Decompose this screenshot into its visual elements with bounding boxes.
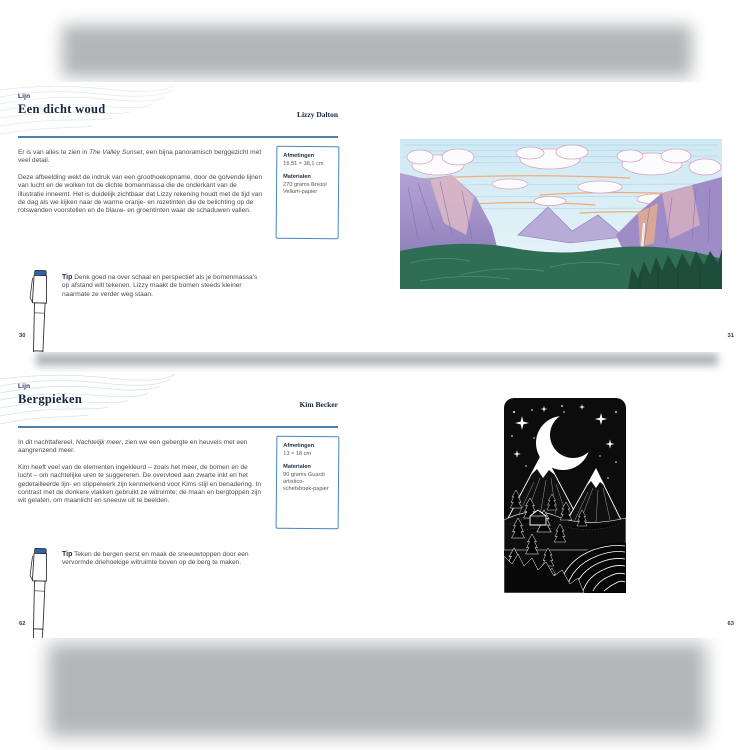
dimensions-value: 13 × 18 cm [283, 450, 312, 458]
page-number-right: 31 [727, 333, 734, 339]
intro-paragraph: Er is van alles te zien in The Valley Sunset, een bijna panoramisch berggezicht met veel detail. [18, 149, 262, 165]
artwork-title-italic: The Valley Sunset [89, 149, 143, 156]
dimensions-label: Afmetingen [283, 152, 315, 160]
body-text-column [18, 439, 263, 514]
tip-label: Tip [62, 274, 73, 281]
page-number-right: 63 [727, 621, 734, 627]
adjacent-spread-shadow-top [62, 25, 692, 77]
pen-icon [27, 269, 54, 352]
dimensions-value: 16,51 × 38,1 cm [283, 160, 324, 168]
header-divider [18, 136, 338, 138]
intro-paragraph: In dit nachttafereel, Nachtelijk meer, zien we een gebergte en heuvels met een aangrenzend meer. [18, 439, 248, 455]
body-paragraph: Deze afbeelding wekt de indruk van een groothoekopname, door de golvende lijnen van lucht en de wolken tot de dichte bomenmassa die de onderkant van de illustratie inneemt. Het is duidelijk zichtbaar dat Lizzy rekening houdt met de tijd van de dag als we kijken naar de warme oranje- en rozetinten die de belichting op de rotswanden voorstellen en de blauw- en groentinten waar de schaduwen vallen. [18, 173, 263, 215]
page-number-left: 62 [19, 621, 26, 627]
pen-icon [27, 547, 54, 638]
book-spread-een-dicht-woud [0, 82, 750, 352]
category-label: Lijn [18, 383, 31, 390]
body-text-column [18, 149, 263, 224]
book-spread-bergpieken [0, 372, 750, 638]
materials-label: Materialen [283, 173, 311, 181]
artist-name: Kim Becker [299, 400, 338, 409]
materials-value: 270 grams Bristol Vellum-papier [282, 181, 327, 196]
materials-label: Materialen [283, 463, 311, 471]
tip-label: Tip [62, 551, 73, 558]
category-label: Lijn [18, 93, 31, 100]
body-paragraph: Kim heeft veel van de elementen ingekleurd – zoals het meer, de bomen en de lucht – om nachtelijke uren te suggereren. De overvloed aan zwarte inkt en het gedetailleerde lijn- en stippelwerk zijn kenmerkend voor Kims stijl en benadering. In contrast met de donkere vlakken gebruikt ze witruimte; de maan en bergtoppen zijn wit gelaten, om maanlicht en sneeuw uit te beelden. [18, 463, 262, 505]
artwork-specs-box [276, 146, 340, 240]
artist-name: Lizzy Dalton [296, 110, 338, 119]
page-title: Bergpieken [18, 392, 83, 406]
adjacent-spread-shadow-bottom [48, 643, 706, 737]
dimensions-label: Afmetingen [283, 442, 315, 450]
page-number-left: 30 [19, 333, 26, 339]
tip-note [62, 274, 260, 299]
tip-text: Denk goed na over schaal en perspectief als je bomenmassa's op afstand wilt tekenen. Lizzy maakt de bomen steeds kleiner naarmate ze verder weg staan. [62, 274, 258, 298]
materials-value: 90 grams Guardi artistico-schetsboek-papier [282, 471, 329, 493]
valley-sunset-artwork [400, 139, 722, 289]
tip-note [62, 551, 260, 568]
page-title: Een dicht woud [18, 102, 106, 116]
header-divider [18, 426, 338, 428]
night-mountains-artwork [504, 398, 626, 593]
tip-text: Teken de bergen eerst en maak de sneeuwtoppen door een vervormde driehoekige witruimte boven op de berg te maken. [62, 551, 249, 567]
artwork-specs-box [276, 436, 340, 530]
artwork-title-italic: Nachtelijk meer [75, 439, 122, 446]
adjacent-spread-shadow-middle [36, 353, 718, 366]
